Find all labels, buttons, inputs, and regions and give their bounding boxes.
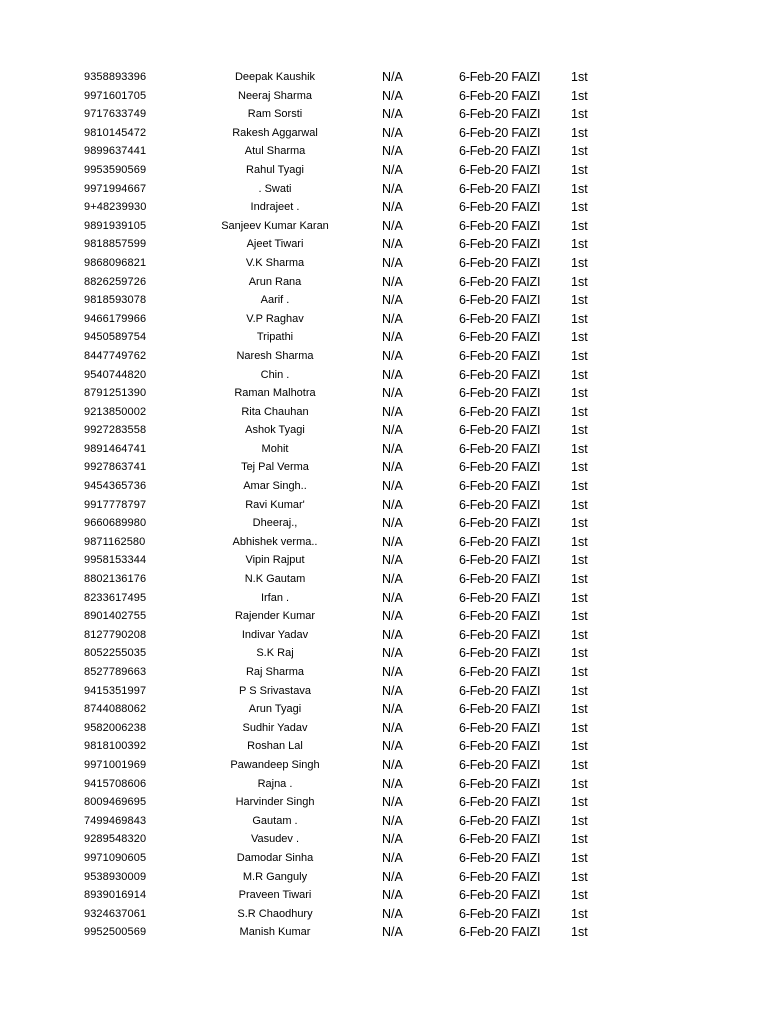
table-row [0, 403, 768, 422]
status-cell: N/A [382, 850, 403, 865]
name-cell: Naresh Sharma [236, 349, 314, 362]
table-row [0, 775, 768, 794]
table-row [0, 533, 768, 552]
phone-number-cell: 9289548320 [84, 833, 147, 846]
phone-number-cell: 9818593078 [84, 294, 147, 307]
round-cell: 1st [571, 497, 588, 512]
status-cell: N/A [382, 274, 403, 289]
name-cell: . Swati [258, 182, 292, 195]
date-cell: 6-Feb-20 FAIZI [459, 330, 541, 345]
name-cell: Chin . [260, 368, 290, 381]
phone-number-cell: 9717633749 [84, 108, 147, 121]
status-cell: N/A [382, 162, 403, 177]
round-cell: 1st [571, 218, 588, 233]
phone-number-cell: 9891464741 [84, 442, 147, 455]
status-cell: N/A [382, 181, 403, 196]
status-cell: N/A [382, 311, 403, 326]
phone-number-cell: 9358893396 [84, 71, 147, 83]
date-cell: 6-Feb-20 FAIZI [459, 311, 541, 326]
round-cell: 1st [571, 646, 588, 661]
phone-number-cell: 8447749762 [84, 349, 147, 362]
table-row [0, 273, 768, 292]
status-cell: N/A [382, 479, 403, 494]
name-cell: Arun Tyagi [248, 703, 302, 716]
status-cell: N/A [382, 534, 403, 549]
name-cell: Gautam . [252, 814, 298, 827]
name-cell: Indrajeet . [250, 201, 300, 214]
date-cell: 6-Feb-20 FAIZI [459, 553, 541, 568]
round-cell: 1st [571, 404, 588, 419]
date-cell: 6-Feb-20 FAIZI [459, 795, 541, 810]
date-cell: 6-Feb-20 FAIZI [459, 665, 541, 679]
date-cell: 6-Feb-20 FAIZI [459, 293, 541, 308]
date-cell: 6-Feb-20 FAIZI [459, 181, 541, 196]
phone-number-cell: 9927283558 [84, 424, 147, 437]
table-row [0, 328, 768, 347]
status-cell: N/A [382, 237, 403, 252]
date-cell: 6-Feb-20 FAIZI [459, 218, 541, 233]
phone-number-cell: 9810145472 [84, 126, 147, 139]
table-row [0, 905, 768, 924]
table-row [0, 682, 768, 701]
name-cell: Indivar Yadav [241, 628, 309, 641]
phone-number-cell: 7499469843 [84, 814, 147, 827]
table-row [0, 198, 768, 217]
date-cell: 6-Feb-20 FAIZI [459, 237, 541, 252]
date-cell: 6-Feb-20 FAIZI [459, 367, 541, 382]
round-cell: 1st [571, 702, 588, 717]
phone-number-cell: 9952500569 [84, 926, 147, 939]
phone-number-cell: 9818100392 [84, 740, 147, 753]
phone-number-cell: 8901402755 [84, 610, 147, 623]
status-cell: N/A [382, 925, 403, 940]
date-cell: 6-Feb-20 FAIZI [459, 702, 541, 717]
name-cell: M.R Ganguly [242, 870, 308, 883]
name-cell: Harvinder Singh [235, 796, 315, 809]
date-cell: 6-Feb-20 FAIZI [459, 386, 541, 401]
table-row [0, 756, 768, 775]
date-cell: 6-Feb-20 FAIZI [459, 460, 541, 475]
table-row [0, 161, 768, 180]
date-cell: 6-Feb-20 FAIZI [459, 200, 541, 215]
table-row [0, 700, 768, 719]
round-cell: 1st [571, 479, 588, 494]
phone-number-cell: 9917778797 [84, 498, 147, 511]
round-cell: 1st [571, 906, 588, 921]
phone-number-cell: 8527789663 [84, 666, 147, 678]
name-cell: Amar Singh.. [243, 480, 307, 493]
phone-number-cell: 9868096821 [84, 256, 147, 269]
table-row [0, 626, 768, 645]
date-cell: 6-Feb-20 FAIZI [459, 720, 541, 735]
round-cell: 1st [571, 553, 588, 568]
status-cell: N/A [382, 460, 403, 475]
date-cell: 6-Feb-20 FAIZI [459, 88, 541, 103]
round-cell: 1st [571, 88, 588, 103]
phone-number-cell: 9450589754 [84, 331, 147, 344]
round-cell: 1st [571, 423, 588, 438]
round-cell: 1st [571, 348, 588, 363]
status-cell: N/A [382, 906, 403, 921]
round-cell: 1st [571, 460, 588, 475]
date-cell: 6-Feb-20 FAIZI [459, 70, 541, 84]
table-row [0, 830, 768, 849]
date-cell: 6-Feb-20 FAIZI [459, 125, 541, 140]
name-cell: Ravi Kumar' [245, 498, 305, 511]
table-row [0, 868, 768, 887]
round-cell: 1st [571, 832, 588, 847]
phone-number-cell: 8939016914 [84, 889, 147, 902]
name-cell: Sudhir Yadav [242, 721, 308, 734]
date-cell: 6-Feb-20 FAIZI [459, 107, 541, 122]
phone-number-cell: 9415708606 [84, 777, 147, 790]
round-cell: 1st [571, 144, 588, 159]
name-cell: Manish Kumar [239, 926, 311, 939]
round-cell: 1st [571, 572, 588, 587]
round-cell: 1st [571, 627, 588, 642]
table-row [0, 235, 768, 254]
name-cell: Raman Malhotra [234, 387, 316, 400]
date-cell: 6-Feb-20 FAIZI [459, 906, 541, 921]
status-cell: N/A [382, 218, 403, 233]
table-row [0, 849, 768, 868]
status-cell: N/A [382, 665, 403, 679]
date-cell: 6-Feb-20 FAIZI [459, 479, 541, 494]
phone-number-cell: 9540744820 [84, 368, 147, 381]
round-cell: 1st [571, 925, 588, 940]
phone-number-cell: 9415351997 [84, 684, 147, 697]
table-row [0, 644, 768, 663]
phone-number-cell: 9899637441 [84, 145, 147, 158]
name-cell: Aarif . [260, 294, 290, 307]
status-cell: N/A [382, 330, 403, 345]
name-cell: S.R Chaodhury [237, 907, 313, 920]
phone-number-cell: 9953590569 [84, 163, 147, 176]
name-cell: Tej Pal Verma [241, 461, 309, 474]
name-cell: Arun Rana [248, 275, 302, 288]
name-cell: V.P Raghav [246, 312, 304, 325]
status-cell: N/A [382, 348, 403, 363]
round-cell: 1st [571, 720, 588, 735]
status-cell: N/A [382, 367, 403, 382]
name-cell: Rahul Tyagi [246, 163, 304, 176]
date-cell: 6-Feb-20 FAIZI [459, 757, 541, 772]
status-cell: N/A [382, 255, 403, 270]
round-cell: 1st [571, 776, 588, 791]
name-cell: Raj Sharma [245, 666, 305, 678]
date-cell: 6-Feb-20 FAIZI [459, 572, 541, 587]
phone-number-cell: 8233617495 [84, 591, 147, 604]
status-cell: N/A [382, 125, 403, 140]
date-cell: 6-Feb-20 FAIZI [459, 776, 541, 791]
name-cell: N.K Gautam [244, 573, 306, 586]
phone-number-cell: 8791251390 [84, 387, 147, 400]
date-cell: 6-Feb-20 FAIZI [459, 162, 541, 177]
status-cell: N/A [382, 88, 403, 103]
date-cell: 6-Feb-20 FAIZI [459, 516, 541, 531]
status-cell: N/A [382, 386, 403, 401]
name-cell: Sanjeev Kumar Karan [221, 219, 329, 232]
date-cell: 6-Feb-20 FAIZI [459, 441, 541, 456]
table-row [0, 440, 768, 459]
name-cell: Atul Sharma [244, 145, 306, 158]
status-cell: N/A [382, 516, 403, 531]
phone-number-cell: 9324637061 [84, 907, 147, 920]
round-cell: 1st [571, 125, 588, 140]
table-row [0, 886, 768, 905]
round-cell: 1st [571, 683, 588, 698]
table-row [0, 105, 768, 124]
round-cell: 1st [571, 665, 588, 679]
date-cell: 6-Feb-20 FAIZI [459, 627, 541, 642]
round-cell: 1st [571, 367, 588, 382]
table-row [0, 310, 768, 329]
date-cell: 6-Feb-20 FAIZI [459, 255, 541, 270]
table-row [0, 458, 768, 477]
date-cell: 6-Feb-20 FAIZI [459, 832, 541, 847]
round-cell: 1st [571, 70, 588, 84]
round-cell: 1st [571, 590, 588, 605]
name-cell: P S Srivastava [239, 684, 311, 697]
status-cell: N/A [382, 107, 403, 122]
round-cell: 1st [571, 181, 588, 196]
status-cell: N/A [382, 590, 403, 605]
round-cell: 1st [571, 255, 588, 270]
round-cell: 1st [571, 795, 588, 810]
phone-number-cell: 9454365736 [84, 480, 147, 493]
phone-number-cell: 8052255035 [84, 647, 147, 660]
status-cell: N/A [382, 441, 403, 456]
status-cell: N/A [382, 757, 403, 772]
table-row [0, 663, 768, 682]
name-cell: V.K Sharma [245, 256, 305, 269]
round-cell: 1st [571, 869, 588, 884]
table-row [0, 737, 768, 756]
name-cell: Praveen Tiwari [238, 889, 312, 902]
name-cell: Rita Chauhan [241, 405, 309, 418]
phone-number-cell: 8009469695 [84, 796, 147, 809]
table-row [0, 570, 768, 589]
status-cell: N/A [382, 627, 403, 642]
status-cell: N/A [382, 144, 403, 159]
table-row [0, 217, 768, 236]
table-row [0, 923, 768, 942]
phone-number-cell: 9660689980 [84, 517, 147, 530]
status-cell: N/A [382, 200, 403, 215]
date-cell: 6-Feb-20 FAIZI [459, 144, 541, 159]
status-cell: N/A [382, 869, 403, 884]
phone-number-cell: 9213850002 [84, 405, 147, 418]
name-cell: Pawandeep Singh [230, 758, 320, 771]
status-cell: N/A [382, 702, 403, 717]
phone-number-cell: 8826259726 [84, 275, 147, 288]
date-cell: 6-Feb-20 FAIZI [459, 925, 541, 940]
name-cell: Deepak Kaushik [234, 71, 316, 83]
table-row [0, 180, 768, 199]
date-cell: 6-Feb-20 FAIZI [459, 609, 541, 624]
status-cell: N/A [382, 609, 403, 624]
status-cell: N/A [382, 813, 403, 828]
table-row [0, 347, 768, 366]
status-cell: N/A [382, 720, 403, 735]
round-cell: 1st [571, 237, 588, 252]
table-row [0, 514, 768, 533]
name-cell: Roshan Lal [247, 740, 303, 753]
status-cell: N/A [382, 888, 403, 903]
round-cell: 1st [571, 293, 588, 308]
phone-number-cell: 9971001969 [84, 758, 147, 771]
round-cell: 1st [571, 534, 588, 549]
date-cell: 6-Feb-20 FAIZI [459, 888, 541, 903]
name-cell: Rajender Kumar [234, 610, 316, 623]
name-cell: Dheeraj., [252, 517, 298, 530]
round-cell: 1st [571, 330, 588, 345]
name-cell: Vasudev . [250, 833, 300, 846]
status-cell: N/A [382, 404, 403, 419]
round-cell: 1st [571, 813, 588, 828]
round-cell: 1st [571, 274, 588, 289]
status-cell: N/A [382, 646, 403, 661]
status-cell: N/A [382, 553, 403, 568]
date-cell: 6-Feb-20 FAIZI [459, 274, 541, 289]
status-cell: N/A [382, 776, 403, 791]
date-cell: 6-Feb-20 FAIZI [459, 534, 541, 549]
status-cell: N/A [382, 293, 403, 308]
date-cell: 6-Feb-20 FAIZI [459, 813, 541, 828]
table-row [0, 551, 768, 570]
status-cell: N/A [382, 423, 403, 438]
table-row [0, 496, 768, 515]
date-cell: 6-Feb-20 FAIZI [459, 850, 541, 865]
phone-number-cell: 9466179966 [84, 312, 147, 325]
status-cell: N/A [382, 497, 403, 512]
name-cell: Damodar Sinha [236, 851, 314, 864]
table-row [0, 589, 768, 608]
table-row [0, 384, 768, 403]
name-cell: Rajna . [257, 777, 293, 790]
status-cell: N/A [382, 795, 403, 810]
name-cell: Ashok Tyagi [245, 424, 305, 437]
phone-number-cell: 9538930009 [84, 870, 147, 883]
date-cell: 6-Feb-20 FAIZI [459, 423, 541, 438]
round-cell: 1st [571, 311, 588, 326]
table-row [0, 793, 768, 812]
round-cell: 1st [571, 162, 588, 177]
name-cell: Irfan . [260, 591, 290, 604]
table-row [0, 124, 768, 143]
date-cell: 6-Feb-20 FAIZI [459, 497, 541, 512]
contact-table [0, 68, 768, 942]
status-cell: N/A [382, 832, 403, 847]
table-row [0, 366, 768, 385]
phone-number-cell: 9927863741 [84, 461, 147, 474]
round-cell: 1st [571, 516, 588, 531]
date-cell: 6-Feb-20 FAIZI [459, 404, 541, 419]
round-cell: 1st [571, 609, 588, 624]
round-cell: 1st [571, 739, 588, 754]
table-row [0, 87, 768, 106]
name-cell: Tripathi [256, 331, 294, 344]
status-cell: N/A [382, 739, 403, 754]
phone-number-cell: 8744088062 [84, 703, 147, 716]
phone-number-cell: 9971090605 [84, 851, 147, 864]
name-cell: Rakesh Aggarwal [232, 126, 318, 139]
name-cell: Mohit [261, 442, 289, 455]
table-row [0, 254, 768, 273]
phone-number-cell: 9818857599 [84, 238, 147, 251]
phone-number-cell: 9871162580 [84, 535, 146, 548]
name-cell: Ram Sorsti [247, 108, 303, 121]
round-cell: 1st [571, 888, 588, 903]
phone-number-cell: 9971601705 [84, 89, 147, 102]
name-cell: S.K Raj [256, 647, 294, 660]
table-row [0, 291, 768, 310]
phone-number-cell: 9971994667 [84, 182, 147, 195]
phone-number-cell: 9+48239930 [84, 201, 147, 214]
round-cell: 1st [571, 200, 588, 215]
status-cell: N/A [382, 70, 403, 84]
status-cell: N/A [382, 683, 403, 698]
name-cell: Vipin Rajput [245, 554, 305, 567]
table-row [0, 719, 768, 738]
name-cell: Neeraj Sharma [238, 89, 312, 102]
phone-number-cell: 9958153344 [84, 554, 147, 567]
table-row [0, 142, 768, 161]
date-cell: 6-Feb-20 FAIZI [459, 869, 541, 884]
phone-number-cell: 8802136176 [84, 573, 147, 586]
phone-number-cell: 8127790208 [84, 628, 147, 641]
round-cell: 1st [571, 850, 588, 865]
name-cell: Ajeet Tiwari [246, 238, 304, 251]
date-cell: 6-Feb-20 FAIZI [459, 590, 541, 605]
date-cell: 6-Feb-20 FAIZI [459, 683, 541, 698]
phone-number-cell: 9582006238 [84, 721, 147, 734]
table-row [0, 812, 768, 831]
phone-number-cell: 9891939105 [84, 219, 147, 232]
table-row [0, 421, 768, 440]
date-cell: 6-Feb-20 FAIZI [459, 739, 541, 754]
table-row [0, 607, 768, 626]
round-cell: 1st [571, 757, 588, 772]
table-row [0, 477, 768, 496]
status-cell: N/A [382, 572, 403, 587]
round-cell: 1st [571, 386, 588, 401]
date-cell: 6-Feb-20 FAIZI [459, 646, 541, 661]
date-cell: 6-Feb-20 FAIZI [459, 348, 541, 363]
name-cell: Abhishek verma.. [232, 535, 318, 548]
table-row [0, 68, 768, 87]
round-cell: 1st [571, 441, 588, 456]
round-cell: 1st [571, 107, 588, 122]
